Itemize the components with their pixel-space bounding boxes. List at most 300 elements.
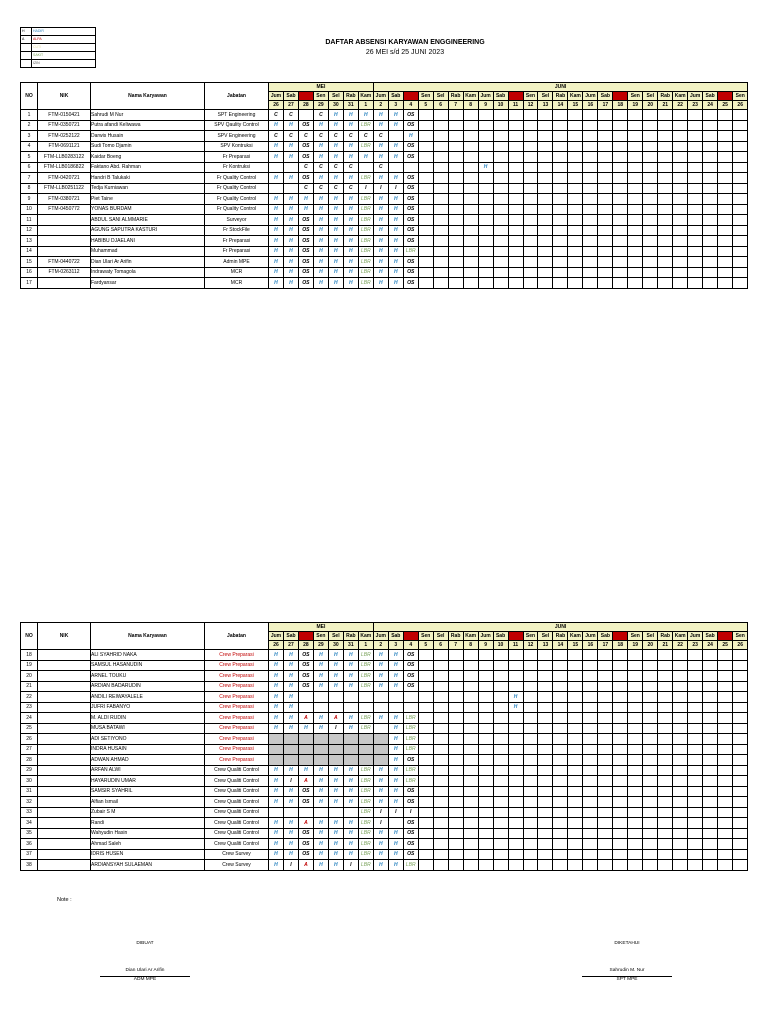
row-no: 30 bbox=[21, 776, 38, 787]
attendance-cell bbox=[313, 755, 328, 766]
attendance-cell bbox=[343, 807, 358, 818]
table-row bbox=[21, 650, 748, 661]
attendance-cell bbox=[568, 776, 583, 787]
attendance-cell: H bbox=[283, 215, 298, 226]
day-date: 4 bbox=[403, 101, 418, 110]
attendance-cell bbox=[583, 681, 598, 692]
attendance-cell bbox=[703, 776, 718, 787]
attendance-cell bbox=[568, 204, 583, 215]
attendance-cell: H bbox=[508, 692, 523, 703]
attendance-cell bbox=[733, 278, 748, 289]
header-no: NO bbox=[21, 623, 38, 650]
attendance-cell bbox=[598, 702, 613, 713]
attendance-cell bbox=[523, 225, 538, 236]
row-nama: Alfian Ismail bbox=[91, 797, 205, 808]
attendance-cell: H bbox=[269, 204, 284, 215]
attendance-cell bbox=[433, 734, 448, 745]
attendance-cell bbox=[658, 797, 673, 808]
attendance-cell: LBR bbox=[403, 765, 418, 776]
attendance-cell bbox=[433, 713, 448, 724]
attendance-cell bbox=[733, 225, 748, 236]
attendance-cell: H bbox=[373, 776, 388, 787]
attendance-cell bbox=[703, 797, 718, 808]
attendance-cell: I bbox=[283, 860, 298, 871]
attendance-cell bbox=[718, 744, 733, 755]
day-name: Jum bbox=[583, 632, 598, 641]
attendance-cell bbox=[733, 650, 748, 661]
attendance-cell bbox=[448, 744, 463, 755]
attendance-cell bbox=[643, 278, 658, 289]
day-date: 26 bbox=[269, 641, 284, 650]
attendance-cell bbox=[508, 818, 523, 829]
attendance-cell: H bbox=[388, 765, 403, 776]
attendance-cell bbox=[613, 723, 628, 734]
attendance-cell bbox=[463, 278, 478, 289]
row-jabatan: Crew Preparasi bbox=[205, 723, 269, 734]
attendance-cell bbox=[373, 702, 388, 713]
attendance-cell: OS bbox=[298, 278, 313, 289]
attendance-cell: LBR bbox=[358, 650, 373, 661]
attendance-cell: H bbox=[283, 660, 298, 671]
attendance-cell: H bbox=[343, 215, 358, 226]
attendance-cell: H bbox=[269, 692, 284, 703]
attendance-cell bbox=[433, 755, 448, 766]
attendance-cell: H bbox=[373, 173, 388, 184]
row-no: 1 bbox=[21, 110, 38, 121]
attendance-cell bbox=[298, 744, 313, 755]
attendance-cell: H bbox=[269, 849, 284, 860]
attendance-cell bbox=[643, 860, 658, 871]
day-name: Jum bbox=[269, 632, 284, 641]
table-row bbox=[21, 723, 748, 734]
attendance-cell bbox=[448, 110, 463, 121]
attendance-cell bbox=[388, 162, 403, 173]
attendance-cell: OS bbox=[403, 141, 418, 152]
day-name: Min bbox=[613, 92, 628, 101]
attendance-cell: H bbox=[269, 650, 284, 661]
row-nik bbox=[38, 734, 91, 745]
day-date: 10 bbox=[493, 101, 508, 110]
row-nik bbox=[38, 765, 91, 776]
day-name: Sen bbox=[628, 632, 643, 641]
attendance-cell bbox=[553, 131, 568, 142]
attendance-cell bbox=[628, 839, 643, 850]
attendance-cell bbox=[733, 786, 748, 797]
attendance-cell bbox=[703, 755, 718, 766]
attendance-cell bbox=[493, 765, 508, 776]
attendance-cell: OS bbox=[403, 215, 418, 226]
table-row bbox=[21, 860, 748, 871]
attendance-cell bbox=[628, 849, 643, 860]
attendance-cell bbox=[643, 131, 658, 142]
attendance-cell bbox=[583, 807, 598, 818]
attendance-cell bbox=[508, 860, 523, 871]
attendance-cell bbox=[478, 236, 493, 247]
attendance-cell bbox=[703, 162, 718, 173]
day-name: Rab bbox=[658, 92, 673, 101]
attendance-cell: H bbox=[388, 860, 403, 871]
row-jabatan: Fr Quality Control bbox=[205, 204, 269, 215]
attendance-cell bbox=[673, 246, 688, 257]
attendance-cell bbox=[478, 828, 493, 839]
row-no: 18 bbox=[21, 650, 38, 661]
attendance-cell bbox=[628, 257, 643, 268]
row-nama: SAMSIR SYAHRIL bbox=[91, 786, 205, 797]
attendance-cell: OS bbox=[298, 225, 313, 236]
attendance-cell: H bbox=[269, 267, 284, 278]
attendance-cell: I bbox=[373, 183, 388, 194]
attendance-cell bbox=[508, 849, 523, 860]
attendance-cell bbox=[598, 141, 613, 152]
attendance-cell bbox=[448, 818, 463, 829]
row-jabatan: Crew Preparasi bbox=[205, 671, 269, 682]
row-no: 21 bbox=[21, 681, 38, 692]
attendance-cell bbox=[538, 257, 553, 268]
attendance-cell bbox=[433, 839, 448, 850]
attendance-cell bbox=[538, 278, 553, 289]
attendance-cell bbox=[688, 257, 703, 268]
attendance-cell bbox=[523, 744, 538, 755]
attendance-cell bbox=[328, 744, 343, 755]
attendance-cell bbox=[373, 755, 388, 766]
attendance-cell: OS bbox=[298, 152, 313, 163]
attendance-cell bbox=[418, 681, 433, 692]
attendance-cell bbox=[418, 152, 433, 163]
row-jabatan: Crew Preparasi bbox=[205, 692, 269, 703]
attendance-cell bbox=[478, 818, 493, 829]
attendance-cell bbox=[448, 828, 463, 839]
attendance-cell: OS bbox=[298, 236, 313, 247]
attendance-cell: I bbox=[388, 183, 403, 194]
attendance-cell bbox=[493, 660, 508, 671]
attendance-cell bbox=[493, 225, 508, 236]
attendance-cell: H bbox=[283, 236, 298, 247]
attendance-cell bbox=[508, 141, 523, 152]
attendance-cell: H bbox=[373, 671, 388, 682]
attendance-cell bbox=[373, 744, 388, 755]
row-nik bbox=[38, 681, 91, 692]
attendance-cell: H bbox=[313, 849, 328, 860]
attendance-cell bbox=[478, 120, 493, 131]
attendance-cell bbox=[658, 236, 673, 247]
attendance-cell bbox=[523, 650, 538, 661]
attendance-cell bbox=[718, 267, 733, 278]
attendance-cell bbox=[523, 660, 538, 671]
attendance-cell bbox=[523, 734, 538, 745]
signature-right-title: SPT MPE bbox=[616, 977, 638, 982]
attendance-cell bbox=[568, 131, 583, 142]
attendance-cell bbox=[583, 162, 598, 173]
attendance-cell: H bbox=[403, 131, 418, 142]
attendance-cell bbox=[508, 765, 523, 776]
day-date: 22 bbox=[673, 101, 688, 110]
row-nama: Indrawaty Tomagola bbox=[91, 267, 205, 278]
attendance-cell bbox=[703, 152, 718, 163]
attendance-cell: H bbox=[283, 681, 298, 692]
attendance-cell: H bbox=[388, 173, 403, 184]
attendance-cell bbox=[478, 183, 493, 194]
attendance-cell: H bbox=[269, 713, 284, 724]
attendance-cell bbox=[718, 173, 733, 184]
attendance-cell bbox=[688, 204, 703, 215]
attendance-cell bbox=[613, 713, 628, 724]
attendance-cell: H bbox=[373, 246, 388, 257]
attendance-cell bbox=[568, 797, 583, 808]
attendance-cell bbox=[733, 660, 748, 671]
attendance-cell: H bbox=[328, 860, 343, 871]
attendance-cell: H bbox=[373, 141, 388, 152]
day-name: Min bbox=[718, 92, 733, 101]
day-name: Sel bbox=[643, 92, 658, 101]
attendance-cell bbox=[463, 236, 478, 247]
attendance-cell bbox=[718, 776, 733, 787]
attendance-cell bbox=[493, 776, 508, 787]
attendance-cell: H bbox=[478, 162, 493, 173]
day-date: 4 bbox=[403, 641, 418, 650]
attendance-cell: H bbox=[313, 194, 328, 205]
attendance-cell: OS bbox=[403, 755, 418, 766]
attendance-cell bbox=[448, 660, 463, 671]
attendance-cell bbox=[688, 755, 703, 766]
attendance-cell bbox=[718, 786, 733, 797]
attendance-cell bbox=[688, 131, 703, 142]
attendance-cell bbox=[583, 141, 598, 152]
attendance-cell bbox=[598, 797, 613, 808]
attendance-cell: H bbox=[269, 786, 284, 797]
day-date: 9 bbox=[478, 641, 493, 650]
day-date: 15 bbox=[568, 101, 583, 110]
attendance-cell bbox=[718, 131, 733, 142]
attendance-cell bbox=[628, 681, 643, 692]
attendance-cell: LBR bbox=[358, 215, 373, 226]
attendance-cell: H bbox=[283, 650, 298, 661]
attendance-cell bbox=[418, 713, 433, 724]
day-date: 22 bbox=[673, 641, 688, 650]
attendance-cell bbox=[463, 131, 478, 142]
day-name: Jum bbox=[478, 632, 493, 641]
attendance-cell bbox=[703, 786, 718, 797]
day-name: Sel bbox=[328, 632, 343, 641]
attendance-cell bbox=[418, 236, 433, 247]
attendance-cell bbox=[568, 120, 583, 131]
row-nik bbox=[38, 215, 91, 226]
attendance-cell: H bbox=[283, 257, 298, 268]
attendance-cell bbox=[418, 723, 433, 734]
attendance-cell bbox=[643, 818, 658, 829]
table-row bbox=[21, 152, 748, 163]
day-date: 8 bbox=[463, 101, 478, 110]
attendance-cell: C bbox=[283, 110, 298, 121]
row-nama: Sahrudi M Nur bbox=[91, 110, 205, 121]
row-no: 29 bbox=[21, 765, 38, 776]
attendance-cell: H bbox=[388, 278, 403, 289]
attendance-cell bbox=[493, 860, 508, 871]
signature-right-role: DIKETAHUI bbox=[614, 941, 640, 946]
attendance-cell bbox=[493, 162, 508, 173]
attendance-cell bbox=[328, 755, 343, 766]
row-nik bbox=[38, 776, 91, 787]
row-nik bbox=[38, 225, 91, 236]
attendance-cell bbox=[328, 734, 343, 745]
table-row bbox=[21, 797, 748, 808]
day-date: 31 bbox=[343, 641, 358, 650]
attendance-cell bbox=[583, 660, 598, 671]
attendance-cell bbox=[658, 671, 673, 682]
attendance-cell bbox=[658, 278, 673, 289]
attendance-cell bbox=[703, 267, 718, 278]
attendance-cell: H bbox=[283, 839, 298, 850]
attendance-cell bbox=[688, 744, 703, 755]
table-row bbox=[21, 828, 748, 839]
month-juni: JUNI bbox=[373, 623, 748, 632]
day-name: Sen bbox=[418, 632, 433, 641]
attendance-cell bbox=[613, 236, 628, 247]
attendance-cell bbox=[703, 765, 718, 776]
attendance-cell bbox=[598, 236, 613, 247]
attendance-cell bbox=[463, 755, 478, 766]
attendance-cell bbox=[688, 110, 703, 121]
attendance-cell bbox=[538, 860, 553, 871]
day-date: 29 bbox=[313, 101, 328, 110]
day-date: 23 bbox=[688, 641, 703, 650]
attendance-cell bbox=[523, 152, 538, 163]
attendance-cell: OS bbox=[298, 215, 313, 226]
row-nama: ANDILI REIWAYALELE bbox=[91, 692, 205, 703]
attendance-cell bbox=[703, 671, 718, 682]
attendance-cell: LBR bbox=[358, 818, 373, 829]
attendance-cell: H bbox=[313, 839, 328, 850]
attendance-cell bbox=[703, 807, 718, 818]
row-no: 10 bbox=[21, 204, 38, 215]
attendance-cell bbox=[613, 110, 628, 121]
attendance-cell bbox=[418, 660, 433, 671]
attendance-cell bbox=[613, 183, 628, 194]
attendance-cell bbox=[673, 120, 688, 131]
row-jabatan: Crew Preparasi bbox=[205, 650, 269, 661]
attendance-cell bbox=[298, 755, 313, 766]
attendance-cell: LBR bbox=[358, 807, 373, 818]
attendance-cell bbox=[643, 797, 658, 808]
attendance-cell bbox=[478, 797, 493, 808]
attendance-cell bbox=[643, 765, 658, 776]
day-date: 27 bbox=[283, 641, 298, 650]
attendance-cell bbox=[508, 723, 523, 734]
attendance-cell: H bbox=[298, 204, 313, 215]
attendance-cell bbox=[493, 828, 508, 839]
attendance-cell bbox=[343, 755, 358, 766]
attendance-cell bbox=[598, 849, 613, 860]
attendance-cell bbox=[673, 702, 688, 713]
attendance-cell bbox=[673, 776, 688, 787]
row-jabatan: Crew Qualiti Control bbox=[205, 828, 269, 839]
attendance-cell bbox=[613, 681, 628, 692]
attendance-cell: H bbox=[269, 141, 284, 152]
attendance-cell bbox=[478, 141, 493, 152]
row-nik bbox=[38, 702, 91, 713]
attendance-cell: C bbox=[269, 110, 284, 121]
attendance-cell bbox=[643, 839, 658, 850]
attendance-cell bbox=[718, 110, 733, 121]
attendance-cell: LBR bbox=[358, 839, 373, 850]
attendance-cell bbox=[733, 692, 748, 703]
attendance-cell bbox=[733, 734, 748, 745]
attendance-cell: H bbox=[313, 650, 328, 661]
attendance-cell bbox=[463, 141, 478, 152]
row-nik bbox=[38, 236, 91, 247]
attendance-cell bbox=[718, 650, 733, 661]
day-name: Min bbox=[613, 632, 628, 641]
attendance-cell: H bbox=[388, 236, 403, 247]
attendance-cell: I bbox=[403, 807, 418, 818]
row-nik: FTM-0420721 bbox=[38, 173, 91, 184]
attendance-cell bbox=[538, 692, 553, 703]
day-date: 12 bbox=[523, 641, 538, 650]
attendance-cell bbox=[463, 671, 478, 682]
attendance-cell: OS bbox=[403, 204, 418, 215]
attendance-cell: H bbox=[373, 797, 388, 808]
attendance-cell bbox=[643, 236, 658, 247]
attendance-cell: OS bbox=[298, 257, 313, 268]
attendance-cell bbox=[508, 120, 523, 131]
attendance-cell: LBR bbox=[358, 797, 373, 808]
attendance-cell: H bbox=[343, 141, 358, 152]
row-nik bbox=[38, 723, 91, 734]
attendance-cell bbox=[313, 692, 328, 703]
attendance-cell bbox=[388, 818, 403, 829]
row-nik: FTM-0450772 bbox=[38, 204, 91, 215]
day-name: Min bbox=[403, 92, 418, 101]
attendance-cell bbox=[688, 702, 703, 713]
attendance-cell bbox=[538, 110, 553, 121]
attendance-cell: H bbox=[388, 267, 403, 278]
day-date: 17 bbox=[598, 101, 613, 110]
row-jabatan: Fr Quality Control bbox=[205, 194, 269, 205]
attendance-cell bbox=[703, 204, 718, 215]
attendance-cell bbox=[373, 734, 388, 745]
attendance-cell bbox=[613, 660, 628, 671]
row-nik bbox=[38, 671, 91, 682]
attendance-cell bbox=[628, 797, 643, 808]
attendance-cell bbox=[358, 162, 373, 173]
attendance-cell: H bbox=[373, 713, 388, 724]
attendance-cell bbox=[523, 681, 538, 692]
attendance-cell bbox=[673, 267, 688, 278]
attendance-cell: H bbox=[343, 786, 358, 797]
day-name: Sab bbox=[283, 632, 298, 641]
attendance-cell bbox=[568, 183, 583, 194]
attendance-cell bbox=[568, 755, 583, 766]
attendance-cell bbox=[568, 110, 583, 121]
day-date: 14 bbox=[553, 101, 568, 110]
attendance-cell bbox=[598, 828, 613, 839]
attendance-cell bbox=[733, 194, 748, 205]
attendance-cell bbox=[703, 702, 718, 713]
attendance-cell: H bbox=[388, 849, 403, 860]
attendance-cell bbox=[523, 131, 538, 142]
row-jabatan: MCR bbox=[205, 267, 269, 278]
attendance-cell bbox=[733, 183, 748, 194]
attendance-cell bbox=[553, 713, 568, 724]
day-name: Rab bbox=[553, 632, 568, 641]
attendance-cell bbox=[628, 786, 643, 797]
attendance-cell bbox=[493, 194, 508, 205]
legend-desc: SAKIT bbox=[32, 52, 96, 60]
attendance-cell bbox=[403, 692, 418, 703]
day-date: 25 bbox=[718, 101, 733, 110]
attendance-cell: H bbox=[343, 660, 358, 671]
attendance-cell: OS bbox=[403, 797, 418, 808]
attendance-cell bbox=[553, 152, 568, 163]
